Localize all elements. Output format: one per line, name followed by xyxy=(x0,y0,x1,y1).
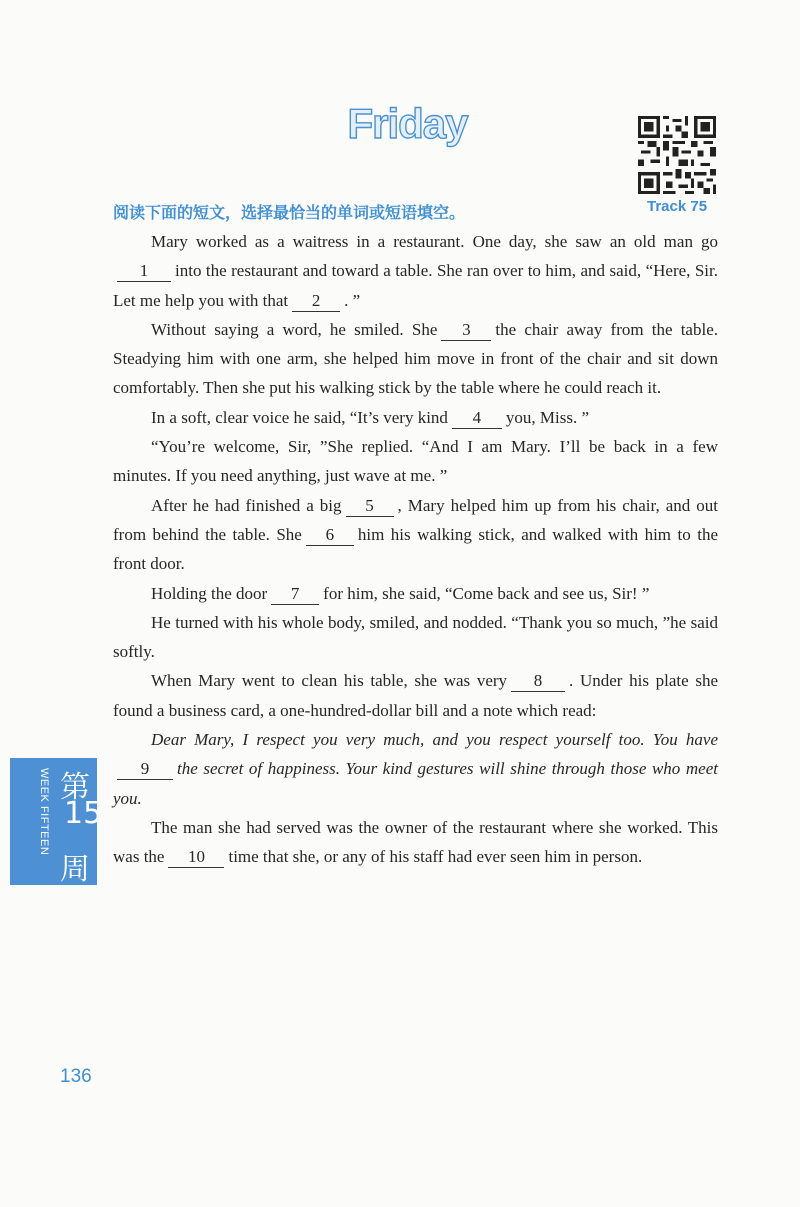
qr-code-icon[interactable] xyxy=(638,116,716,194)
page-title: Friday xyxy=(347,100,468,147)
paragraph-9: Dear Mary, I respect you very much, and you respect yourself too. You have9 the secret of happiness. Your kind gestures will shine through those who meet you. xyxy=(113,730,718,808)
week-number: 15 xyxy=(64,796,103,831)
blank-7: 7 xyxy=(271,584,319,605)
story-text xyxy=(113,227,718,872)
paragraph-10: The man she had served was the owner of the restaurant where she worked. This was the 10 time that she, or any of his staff had ever seen him in person. xyxy=(113,817,718,867)
paragraph-4: “You’re welcome, Sir, ”She replied. “And I am Mary. I’ll be back in a few minutes. If you need anything, just wave at me. ” xyxy=(113,437,718,486)
blank-5: 5 xyxy=(346,496,394,517)
blank-2: 2 xyxy=(292,291,340,312)
track-label: Track 75 xyxy=(647,198,708,215)
week-label-bottom: 周 xyxy=(60,852,90,887)
paragraph-3: In a soft, clear voice he said, “It’s very kind 4 you, Miss. ” xyxy=(151,407,590,427)
paragraph-1: Mary worked as a waitress in a restaurant. One day, she saw an old man go1 into the restaurant and toward a table. She ran over to him, and said, “Here, Sir. Let me help you with that 2 . ” xyxy=(113,232,718,310)
week-label-top: 第 xyxy=(60,770,90,805)
blank-9: 9 xyxy=(117,759,173,780)
blank-8: 8 xyxy=(511,671,565,692)
page-number: 136 xyxy=(60,1066,92,1087)
instruction-text: 阅读下面的短文，选择最恰当的单词或短语填空。 xyxy=(113,203,466,222)
blank-6: 6 xyxy=(306,525,354,546)
paragraph-7: He turned with his whole body, smiled, and nodded. “Thank you so much, ”he said softly. xyxy=(113,612,718,662)
blank-4: 4 xyxy=(452,408,502,429)
paragraph-2: Without saying a word, he smiled. She 3 the chair away from the table. Steadying him with one arm, she helped him move in front of the chair and sit down comfortably. Then she put his walking stick by the table where he could reach it. xyxy=(113,319,718,398)
blank-1: 1 xyxy=(117,261,171,282)
blank-10: 10 xyxy=(168,847,224,868)
week-english-label: WEEK FIFTEEN xyxy=(38,768,50,856)
paragraph-5: After he had finished a big 5 , Mary helped him up from his chair, and out from behind the table. She 6 him his walking stick, and walked with him to the front door. xyxy=(113,495,719,574)
week-side-tab xyxy=(10,758,103,887)
paragraph-6: Holding the door 7 for him, she said, “Come back and see us, Sir! ” xyxy=(151,583,650,603)
blank-3: 3 xyxy=(441,320,491,341)
paragraph-8: When Mary went to clean his table, she was very 8 . Under his plate she found a business card, a one-hundred-dollar bill and a note which read: xyxy=(113,671,718,720)
